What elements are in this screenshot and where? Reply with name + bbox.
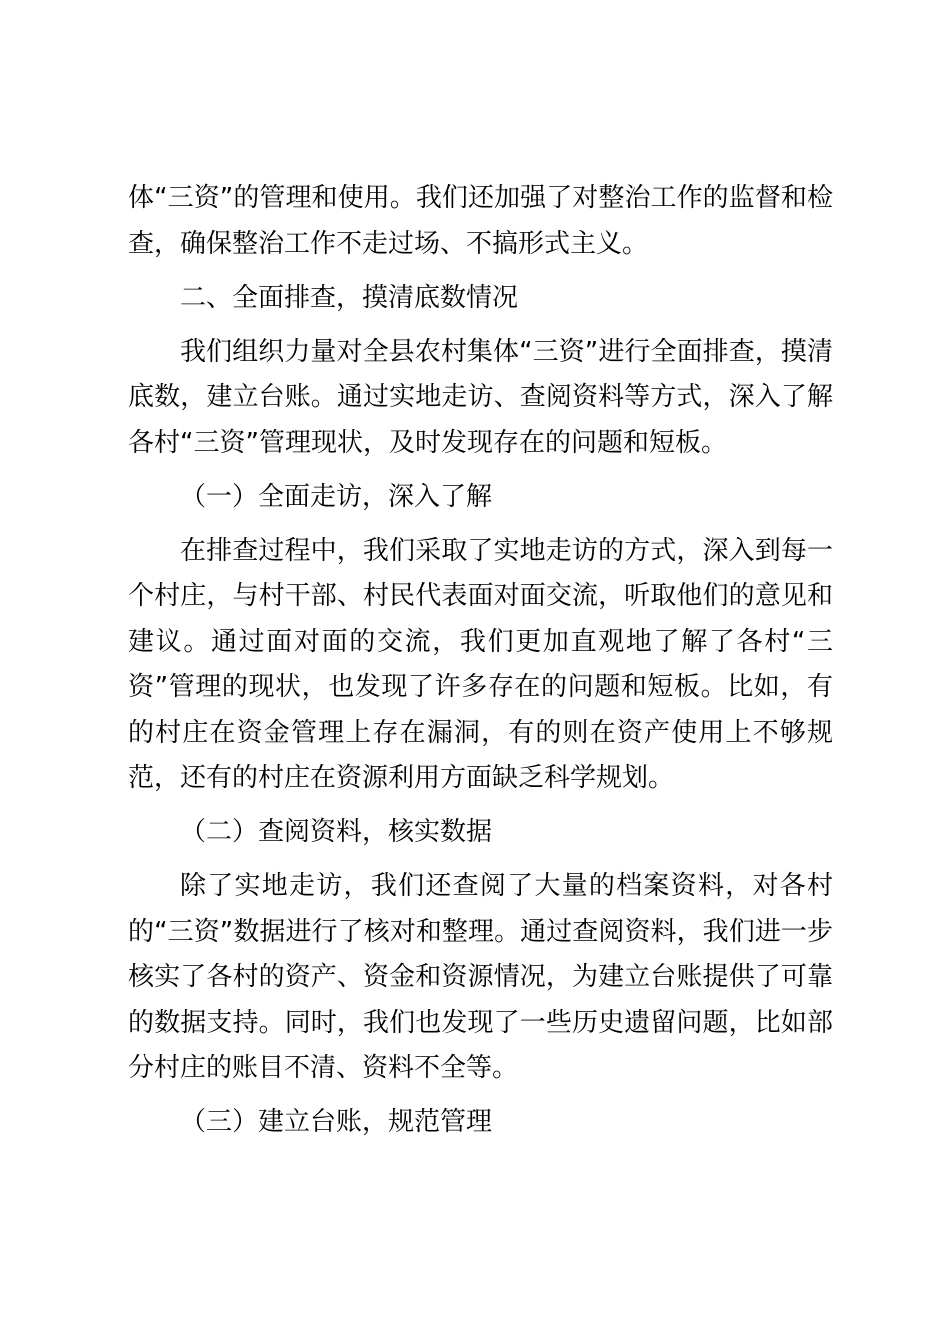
body-paragraph: 我们组织力量对全县农村集体“三资”进行全面排查，摸清底数，建立台账。通过实地走访、查阅资料等方式，深入了解各村“三资”管理现状，及时发现存在的问题和短板。 bbox=[128, 336, 833, 458]
subsection-heading: （三）建立台账，规范管理 bbox=[180, 1107, 493, 1137]
document-page bbox=[128, 176, 833, 1146]
section-heading: 二、全面排查，摸清底数情况 bbox=[180, 282, 519, 313]
body-paragraph: 在排查过程中，我们采取了实地走访的方式，深入到每一个村庄，与村干部、村民代表面对面交流，听取他们的意见和建议。通过面对面的交流，我们更加直观地了解了各村“三资”管理的现状，也发现了许多存在的问题和短板。比如，有的村庄在资金管理上存在漏洞，有的则在资产使用上不够规范，还有的村庄在资源利用方面缺乏科学规划。 bbox=[128, 535, 833, 793]
body-paragraph-continuation: 体“三资”的管理和使用。我们还加强了对整治工作的监督和检查，确保整治工作不走过场、不搞形式主义。 bbox=[128, 183, 833, 259]
subsection-heading: （二）查阅资料，核实数据 bbox=[180, 817, 493, 847]
subsection-heading: （一）全面走访，深入了解 bbox=[180, 481, 493, 512]
body-paragraph: 除了实地走访，我们还查阅了大量的档案资料，对各村的“三资”数据进行了核对和整理。通过查阅资料，我们进一步核实了各村的资产、资金和资源情况，为建立台账提供了可靠的数据支持。同时，我们也发现了一些历史遗留问题，比如部分村庄的账目不清、资料不全等。 bbox=[128, 871, 833, 1083]
